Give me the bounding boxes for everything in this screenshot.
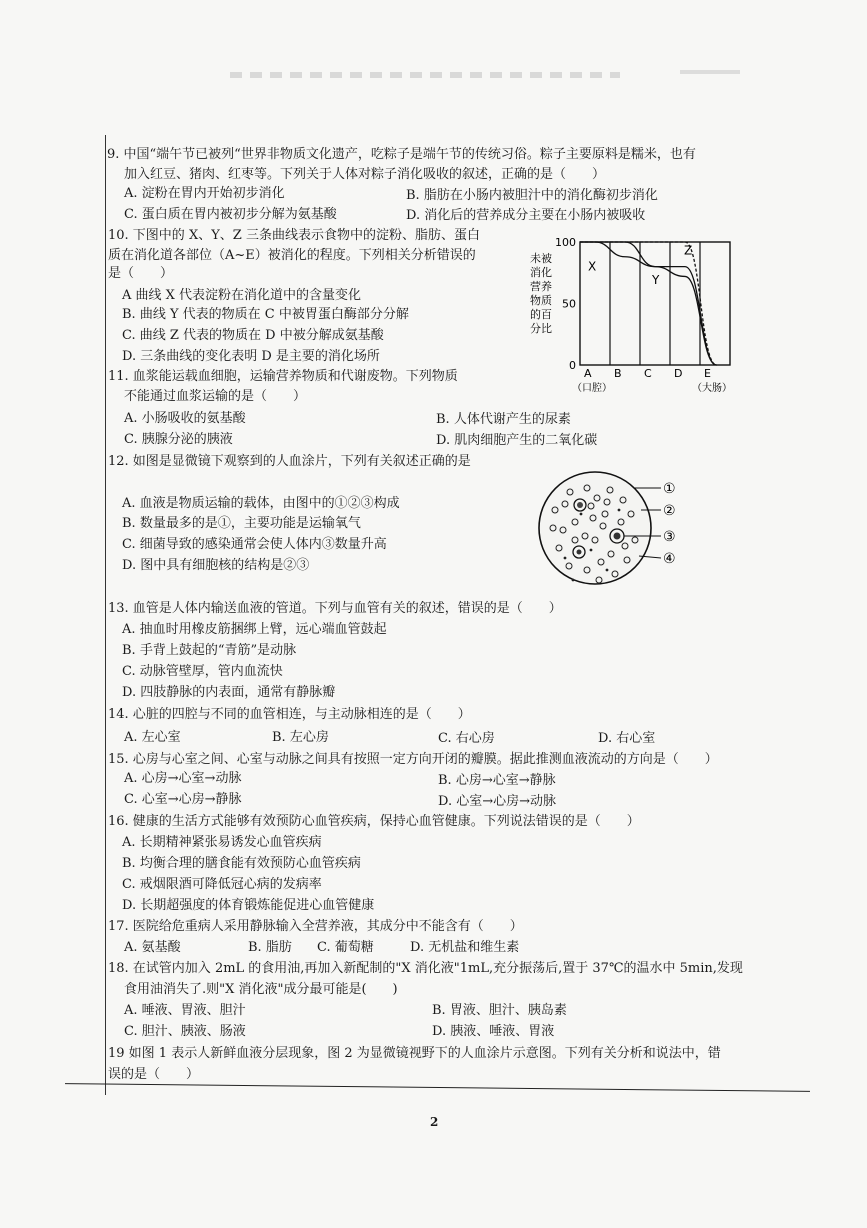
x-tick-note: （口腔）: [572, 383, 612, 394]
q10-stem: 是（ ）: [108, 266, 174, 281]
q11-stem: 11. 血浆能运载血细胞，运输营养物质和代谢废物。下列物质: [108, 369, 458, 384]
x-tick-note: （大肠）: [692, 383, 732, 394]
q18-option-d: D. 胰液、唾液、胃液: [432, 1024, 555, 1039]
series-line-x: [580, 242, 717, 365]
q14-option-d: D. 右心室: [598, 731, 656, 746]
q13-option-d: D. 四肢静脉的内表面，通常有静脉瓣: [122, 685, 336, 700]
q18-option-a: A. 唾液、胃液、胆汁: [124, 1003, 246, 1018]
platelet: [606, 569, 609, 572]
q12-option-a: A. 血液是物质运输的载体，由图中的①②③构成: [122, 496, 400, 511]
y-tick-label: 50: [562, 297, 576, 311]
platelet: [618, 509, 621, 512]
q13-option-b: B. 手背上鼓起的“青筋”是动脉: [122, 643, 297, 658]
q10-stem: 质在消化道各部位（A~E）被消化的程度。下列相关分析错误的: [108, 248, 476, 263]
y-tick-label: 0: [569, 359, 576, 372]
y-axis-label: 物质: [530, 294, 552, 307]
q16-option-c: C. 戒烟限酒可降低冠心病的发病率: [122, 877, 322, 892]
q15-stem: 15. 心房与心室之间、心室与动脉之间具有按照一定方向开闭的瓣膜。据此推测血液流动的方向是（ ）: [108, 752, 718, 767]
q15-option-a: A. 心房→心室→动脉: [124, 771, 242, 786]
q9-stem: 加入红豆、猪肉、红枣等。下列关于人体对粽子消化吸收的叙述，正确的是（ ）: [124, 167, 606, 182]
q19-stem: 误的是（ ）: [108, 1067, 200, 1082]
q9-option-a: A. 淀粉在胃内开始初步消化: [124, 186, 285, 201]
x-tick-label: E: [704, 367, 711, 380]
q10-option-d: D. 三条曲线的变化表明 D 是主要的消化场所: [122, 349, 380, 364]
q13-option-a: A. 抽血时用橡皮筋捆绑上臂，远心端血管鼓起: [122, 622, 387, 637]
y-axis-label: 分比: [530, 322, 552, 335]
q14-option-b: B. 左心房: [272, 730, 329, 745]
plot-frame: [580, 242, 730, 365]
q17-option-a: A. 氨基酸: [124, 940, 181, 955]
label-3: ③: [663, 529, 676, 545]
q19-stem: 19 如图 1 表示人新鲜血液分层现象，图 2 为显微镜视野下的人血涂片示意图。下列有关分析和说法中，错: [108, 1046, 721, 1061]
q14-option-c: C. 右心房: [438, 731, 495, 746]
label-4: ④: [663, 551, 676, 567]
y-axis-label: 营养: [530, 280, 552, 293]
q9-stem: 9. 中国“端午节已被列“世界非物质文化遗产，吃粽子是端午节的传统习俗。粽子主要原料是糯米，也有: [107, 147, 696, 162]
q12-stem: 12. 如图是显微镜下观察到的人血涂片，下列有关叙述正确的是: [108, 454, 471, 469]
q13-stem: 13. 血管是人体内输送血液的管道。下列与血管有关的叙述，错误的是（ ）: [108, 601, 562, 616]
bottom-rule: [65, 1083, 810, 1092]
series-line-y: [580, 242, 717, 365]
y-tick-label: 100: [555, 236, 576, 249]
q17-option-d: D. 无机盐和维生素: [410, 940, 520, 955]
platelet: [590, 549, 593, 552]
q18-option-b: B. 胃液、胆汁、胰岛素: [432, 1003, 567, 1018]
platelet: [572, 579, 575, 582]
x-tick-label: C: [644, 367, 652, 380]
q16-stem: 16. 健康的生活方式能够有效预防心血管疾病，保持心血管健康。下列说法错误的是（ ）: [108, 814, 640, 829]
q15-option-d: D. 心室→心房→动脉: [438, 794, 557, 809]
cell-nucleus: [614, 533, 621, 540]
q11-stem: 不能通过血浆运输的是（ ）: [124, 389, 307, 404]
q10-option-b: B. 曲线 Y 代表的物质在 C 中被胃蛋白酶部分分解: [122, 307, 409, 322]
series-label-y: Y: [652, 272, 660, 287]
q15-option-b: B. 心房→心室→静脉: [438, 773, 556, 788]
blood-smear-figure: [535, 470, 695, 590]
q9-option-b: B. 脂肪在小肠内被胆汁中的消化酶初步消化: [406, 188, 658, 203]
series-label-x: X: [588, 259, 597, 274]
page-number: 2: [430, 1115, 439, 1129]
q14-option-a: A. 左心室: [124, 730, 181, 745]
platelet: [564, 557, 567, 560]
q17-option-b: B. 脂肪: [248, 940, 292, 955]
q11-option-d: D. 肌肉细胞产生的二氧化碳: [436, 433, 598, 448]
x-tick-label: A: [584, 367, 592, 380]
q11-option-c: C. 胰腺分泌的胰液: [124, 432, 233, 447]
q18-stem: 食用油消失了.则"X 消化液"成分最可能是( ): [124, 982, 398, 997]
q17-stem: 17. 医院给危重病人采用静脉输入全营养液，其成分中不能含有（ ）: [108, 919, 523, 934]
x-tick-label: B: [614, 367, 622, 380]
q18-option-c: C. 胆汁、胰液、肠液: [124, 1024, 246, 1039]
q12-option-d: D. 图中具有细胞核的结构是②③: [122, 558, 310, 573]
q14-stem: 14. 心脏的四腔与不同的血管相连，与主动脉相连的是（ ）: [108, 707, 471, 722]
q12-option-c: C. 细菌导致的感染通常会使人体内③数量升高: [122, 537, 387, 552]
label-1: ①: [663, 481, 676, 497]
q13-option-c: C. 动脉管壁厚，管内血流快: [122, 664, 283, 679]
y-axis-label: 未被: [530, 252, 552, 265]
series-label-z: Z: [684, 243, 693, 258]
y-axis-label: 消化: [530, 266, 552, 279]
q16-option-b: B. 均衡合理的膳食能有效预防心血管疾病: [122, 856, 361, 871]
q12-option-b: B. 数量最多的是①，主要功能是运输氧气: [122, 516, 361, 531]
platelet: [580, 513, 583, 516]
q17-option-c: C. 葡萄糖: [317, 940, 374, 955]
scan-artifact: [230, 72, 620, 78]
q16-option-a: A. 长期精神紧张易诱发心血管疾病: [122, 835, 322, 850]
y-axis-label: 的百: [530, 308, 552, 321]
x-tick-label: D: [674, 367, 683, 380]
q11-option-a: A. 小肠吸收的氨基酸: [124, 411, 246, 426]
q10-option-a: A 曲线 X 代表淀粉在消化道中的含量变化: [122, 288, 362, 303]
q10-option-c: C. 曲线 Z 代表的物质在 D 中被分解成氨基酸: [122, 328, 384, 343]
scan-artifact: [680, 70, 740, 74]
digestion-curve-chart: [520, 228, 745, 403]
cell-nucleus: [577, 502, 583, 508]
series-line-z: [580, 242, 717, 365]
label-2: ②: [663, 503, 676, 519]
q9-option-c: C. 蛋白质在胃内被初步分解为氨基酸: [124, 207, 337, 222]
q11-option-b: B. 人体代谢产生的尿素: [436, 412, 571, 427]
q18-stem: 18. 在试管内加入 2mL 的食用油,再加入新配制的"X 消化液"1mL,充分振荡后,置于 37℃的温水中 5min,发现: [108, 961, 743, 976]
cell-nucleus: [577, 550, 582, 555]
q9-option-d: D. 消化后的营养成分主要在小肠内被吸收: [406, 208, 646, 223]
q15-option-c: C. 心室→心房→静脉: [124, 792, 242, 807]
q16-option-d: D. 长期超强度的体育锻炼能促进心血管健康: [122, 898, 375, 913]
q10-stem: 10. 下图中的 X、Y、Z 三条曲线表示食物中的淀粉、脂肪、蛋白: [108, 228, 480, 243]
